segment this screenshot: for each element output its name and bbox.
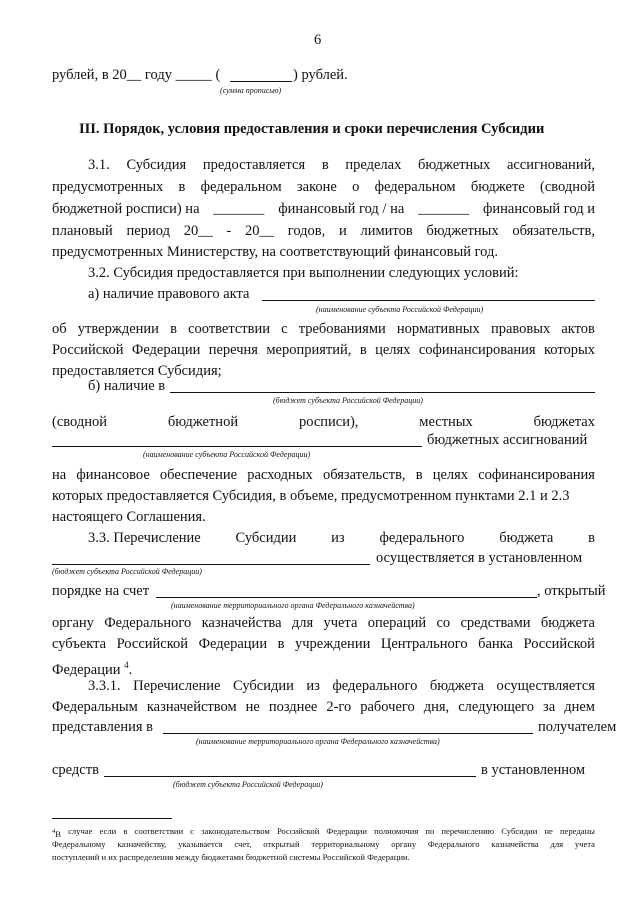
word: Субсидии — [235, 530, 297, 546]
p33-order-right: , открытый — [537, 583, 606, 599]
p32b-line-4: которых предоставляется Субсидия, в объеме, предусмотренном пунктами 2.1 и 2.3 — [52, 488, 570, 504]
word: осуществляется — [496, 678, 595, 694]
word: федеральном — [374, 179, 456, 195]
word: бюджета — [540, 615, 595, 631]
word: учреждении — [295, 636, 371, 652]
p33-line-5 — [52, 635, 595, 653]
p31-line-2 — [52, 178, 595, 196]
word: 2-го — [326, 699, 352, 715]
word: казначейства — [201, 615, 282, 631]
word: если — [99, 826, 117, 836]
p33-blank-line-2 — [156, 597, 537, 598]
p33-order-label: порядке на счет — [52, 583, 150, 599]
footnote-line-2 — [52, 839, 595, 850]
word: Перечисление — [133, 678, 221, 694]
word: - — [226, 223, 232, 239]
word: соответствии — [188, 321, 271, 337]
word: с — [281, 321, 288, 337]
p331-line-4-left: средств — [52, 762, 99, 778]
word: софинансирования — [418, 342, 536, 358]
word: финансовый год / на — [278, 201, 405, 217]
word: период — [126, 223, 170, 239]
word: пределах — [345, 157, 402, 173]
word: федеральном — [200, 179, 282, 195]
word: из — [331, 530, 345, 546]
word: в — [321, 157, 329, 173]
p33-line-6 — [52, 656, 132, 679]
word: бюджетной — [167, 414, 239, 430]
word: перечня — [208, 342, 258, 358]
word: для — [550, 839, 564, 849]
p32a-line-3: предоставляется Субсидия; — [52, 363, 222, 379]
word: с — [190, 826, 194, 836]
p32a-line-1 — [52, 320, 595, 338]
word: о — [352, 179, 360, 195]
footnote-start — [52, 826, 61, 840]
word: актов — [561, 321, 595, 337]
word: казначейству, — [117, 839, 167, 849]
word: обязательств, — [512, 223, 595, 239]
sum-line-right: ) рублей. — [293, 67, 348, 83]
word: позднее — [268, 699, 318, 715]
section-title: III. Порядок, условия предоставления и сроки перечисления Субсидии — [79, 121, 545, 137]
word: об — [52, 321, 67, 337]
word: в — [588, 530, 595, 546]
word: перечислению — [441, 826, 495, 836]
p33-line-4 — [52, 614, 595, 632]
p31-line-1 — [88, 156, 595, 174]
word: предоставляется — [202, 157, 306, 173]
word: Российской — [52, 342, 124, 358]
word: целях — [432, 467, 469, 483]
word: бюджетной росписи) на — [52, 201, 200, 217]
word: финансовый год и — [483, 201, 595, 217]
word: Федеральным — [52, 699, 138, 715]
word: (сводной — [540, 179, 595, 195]
word: в — [178, 179, 186, 195]
word: ассигнований, — [506, 157, 595, 173]
p32b-line-1 — [52, 413, 595, 431]
word: за — [543, 699, 556, 715]
word: в — [415, 467, 423, 483]
p331-caption-1: (наименование территориального органа Федерального казначейства) — [196, 737, 440, 746]
word: Федерального — [104, 615, 192, 631]
word: в — [277, 636, 285, 652]
p331-line-2 — [52, 698, 595, 716]
word: Федерации — [326, 826, 368, 836]
word: на — [52, 467, 67, 483]
word: обязательств, — [322, 467, 406, 483]
word: учета — [323, 615, 358, 631]
word: 3.3. Перечисление — [88, 530, 201, 546]
word: рабочего — [360, 699, 415, 715]
word: дня, — [423, 699, 450, 715]
footnote-separator — [52, 818, 172, 819]
word: бюджета — [429, 678, 484, 694]
p32b-caption-2: (наименование субъекта Российской Федерации) — [143, 450, 311, 459]
word: Российской — [276, 826, 320, 836]
word: открытый — [263, 839, 300, 849]
p32b-line-2-right: бюджетных ассигнований — [427, 432, 588, 448]
word: обеспечение — [159, 467, 238, 483]
p32b-blank-line-2 — [52, 446, 422, 447]
word: со — [436, 615, 451, 631]
word: Субсидии — [501, 826, 538, 836]
word: Субсидии — [233, 678, 294, 694]
word: органу — [52, 615, 94, 631]
p32b-line-3 — [52, 466, 595, 484]
p33-blank-line-1 — [52, 564, 370, 565]
word: следующего — [458, 699, 535, 715]
word: плановый — [52, 223, 113, 239]
footnote-line-3: поступлений и их распределения между бюджетами бюджетной системы Российской Федерации. — [52, 852, 410, 862]
word: казначейства — [491, 839, 539, 849]
word: 20__ — [183, 223, 213, 239]
p331-line-1 — [88, 677, 595, 695]
p32b-line-5: настоящего Соглашения. — [52, 509, 206, 525]
word: 3.1. — [88, 157, 110, 173]
word: счет, — [234, 839, 252, 849]
p33-caption-1: (бюджет субъекта Российской Федерации) — [52, 567, 202, 576]
word: которых — [543, 342, 595, 358]
p32a-label: а) наличие правового акта — [88, 286, 250, 302]
p31-line-5: предусмотренных Министерству, на соответствующий финансовый год. — [52, 244, 499, 260]
word: софинансирования — [478, 467, 595, 483]
word: банка — [478, 636, 513, 652]
p32a-blank-line — [262, 300, 595, 301]
word: средствами — [460, 615, 531, 631]
word: В — [55, 828, 61, 839]
word: нормативных — [396, 321, 480, 337]
footnote-line-1 — [52, 826, 595, 840]
word: федерального — [332, 678, 418, 694]
word: (сводной — [52, 414, 107, 430]
word: бюджетах — [533, 414, 595, 430]
p32a-caption: (наименование субъекта Российской Федерации) — [316, 305, 484, 314]
word: не — [245, 699, 260, 715]
p331-caption-2: (бюджет субъекта Российской Федерации) — [173, 780, 323, 789]
word: Федеральному — [52, 839, 106, 849]
word: из — [306, 678, 320, 694]
word: субъекта — [52, 636, 107, 652]
word: лимитов — [360, 223, 413, 239]
p32-intro: 3.2. Субсидия предоставляется при выполнении следующих условий: — [88, 265, 519, 281]
word: . — [128, 661, 133, 678]
word: бюджетных — [418, 157, 491, 173]
word: и — [339, 223, 347, 239]
word: Федерации — [52, 661, 121, 678]
p32a-line-2 — [52, 341, 595, 359]
p331-line-3-left: представления в — [52, 719, 154, 735]
word: утверждении — [77, 321, 159, 337]
sum-line-left: рублей, в 20__ году _____ ( — [52, 67, 221, 83]
word: требованиями — [298, 321, 386, 337]
word: учета — [574, 839, 595, 849]
word: 3.3.1. — [88, 678, 121, 694]
word: по — [425, 826, 435, 836]
word: операций — [367, 615, 427, 631]
word: целях — [375, 342, 411, 358]
word: финансовое — [76, 467, 150, 483]
word: _______ — [213, 201, 265, 217]
word: бюджета — [499, 530, 554, 546]
p33-caption-2: (наименование территориального органа Федерального казначейства) — [171, 601, 415, 610]
footnote-number: 4 — [52, 828, 56, 835]
p331-blank-line-2 — [104, 776, 476, 777]
word: годов, — [287, 223, 326, 239]
word: в — [170, 321, 177, 337]
p33-line-1 — [88, 529, 595, 547]
word: в — [359, 342, 367, 358]
p331-blank-line-1 — [163, 733, 533, 734]
word: местных — [419, 414, 473, 430]
word: Федерации — [131, 342, 201, 358]
word: мероприятий, — [266, 342, 352, 358]
p331-line-3-right: получателем — [538, 719, 617, 735]
word: не — [544, 826, 553, 836]
sum-blank-line — [230, 81, 292, 82]
p32b-blank-line-1 — [170, 392, 595, 393]
word: Федерации — [198, 636, 268, 652]
word: Субсидия — [126, 157, 187, 173]
word: федерального — [379, 530, 465, 546]
word: органу — [391, 839, 417, 849]
word: территориальному — [311, 839, 380, 849]
p33-line-2-right: осуществляется в установленном — [376, 550, 583, 566]
caption-sum-in-words: (сумма прописью) — [220, 86, 282, 95]
word: полномочия — [374, 826, 419, 836]
word: днем — [564, 699, 595, 715]
word: законе — [296, 179, 337, 195]
p31-line-4 — [52, 222, 595, 240]
word: Федерального — [427, 839, 480, 849]
p32b-caption-1: (бюджет субъекта Российской Федерации) — [273, 396, 423, 405]
word: переданы — [559, 826, 595, 836]
word: расходных — [247, 467, 313, 483]
word: Российской — [523, 636, 595, 652]
footnote-ref[interactable]: 4 — [124, 660, 129, 670]
word: росписи), — [298, 414, 359, 430]
word: законодательством — [201, 826, 270, 836]
word: 20__ — [245, 223, 274, 239]
word: указывается — [178, 839, 223, 849]
p331-line-4-right: в установленном — [481, 762, 586, 778]
p31-line-3 — [52, 200, 595, 218]
word: бюджетных — [426, 223, 499, 239]
word: правовых — [490, 321, 551, 337]
word: предусмотренных — [52, 179, 164, 195]
word: Центрального — [380, 636, 468, 652]
word: для — [291, 615, 314, 631]
page-number: 6 — [314, 32, 322, 48]
word: казначейством — [146, 699, 237, 715]
word: случае — [68, 826, 93, 836]
word: в — [123, 826, 128, 836]
word: бюджете — [470, 179, 525, 195]
p32b-label: б) наличие в — [88, 378, 166, 394]
word: Российской — [116, 636, 189, 652]
word: _______ — [418, 201, 470, 217]
word: соответствии — [134, 826, 184, 836]
